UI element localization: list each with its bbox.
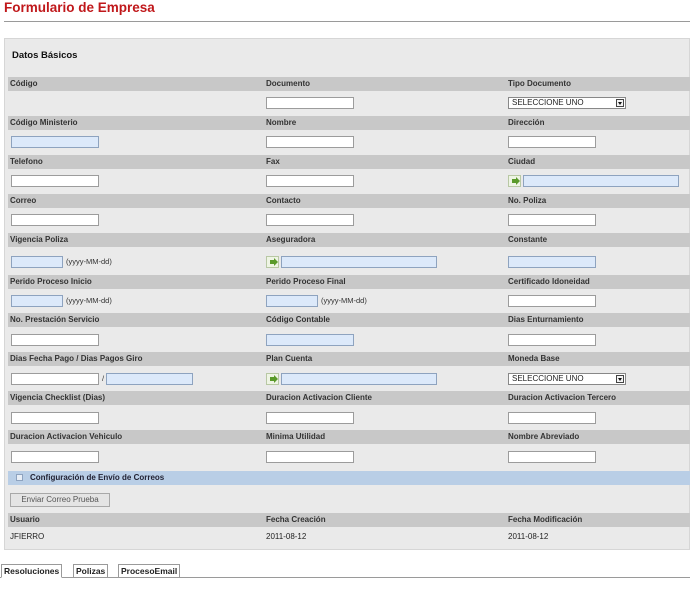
- date-format-hint: (yyyy-MM-dd): [66, 257, 112, 266]
- direccion-input[interactable]: [508, 136, 596, 148]
- label-codigo-contable: Código Contable: [266, 315, 330, 324]
- label-vigencia-checklist: Vigencia Checklist (Dias): [10, 393, 105, 402]
- label-correo: Correo: [10, 196, 37, 205]
- plan-cuenta-lookup-icon[interactable]: [266, 373, 279, 385]
- dias-pagos-giro-input[interactable]: [106, 373, 193, 385]
- label-telefono: Telefono: [10, 157, 43, 166]
- label-contacto: Contacto: [266, 196, 301, 205]
- label-no-prestacion-servicio: No. Prestación Servicio: [10, 315, 100, 324]
- label-fecha-creacion: Fecha Creación: [266, 515, 326, 524]
- label-row: [8, 313, 690, 327]
- fecha-modificacion-value: 2011-08-12: [508, 532, 549, 541]
- label-perido-proceso-final: Perido Proceso Final: [266, 277, 346, 286]
- tab-resoluciones[interactable]: Resoluciones: [1, 564, 62, 578]
- date-format-hint: (yyyy-MM-dd): [66, 296, 112, 305]
- telefono-input[interactable]: [11, 175, 99, 187]
- label-ciudad: Ciudad: [508, 157, 536, 166]
- contacto-input[interactable]: [266, 214, 354, 226]
- tab-polizas[interactable]: Polizas: [73, 564, 108, 578]
- label-row: [8, 513, 690, 527]
- moneda-base-value: SELECCIONE UNO: [512, 374, 584, 383]
- label-usuario: Usuario: [10, 515, 40, 524]
- label-row: [8, 77, 690, 91]
- chevron-down-icon[interactable]: [616, 99, 624, 107]
- label-documento: Documento: [266, 79, 310, 88]
- chevron-down-icon[interactable]: [616, 375, 624, 383]
- dias-fecha-pago-input[interactable]: [11, 373, 99, 385]
- label-row: [8, 116, 690, 130]
- duracion-activacion-cliente-input[interactable]: [266, 412, 354, 424]
- ciudad-lookup-icon[interactable]: [508, 175, 521, 187]
- proceso-inicio-date-input[interactable]: [11, 295, 63, 307]
- label-row: [8, 155, 690, 169]
- label-aseguradora: Aseguradora: [266, 235, 316, 244]
- nombre-input[interactable]: [266, 136, 354, 148]
- label-no-poliza: No. Poliza: [508, 196, 547, 205]
- constante-input[interactable]: [508, 256, 596, 268]
- label-plan-cuenta: Plan Cuenta: [266, 354, 313, 363]
- label-perido-proceso-inicio: Perido Proceso Inicio: [10, 277, 92, 286]
- correo-input[interactable]: [11, 214, 99, 226]
- title-divider: [4, 21, 690, 22]
- date-format-hint: (yyyy-MM-dd): [321, 296, 367, 305]
- dias-enturnamiento-input[interactable]: [508, 334, 596, 346]
- label-certificado-idoneidad: Certificado Idoneidad: [508, 277, 590, 286]
- send-test-email-button[interactable]: Enviar Correo Prueba: [10, 493, 110, 507]
- label-moneda-base: Moneda Base: [508, 354, 560, 363]
- label-tipo-documento: Tipo Documento: [508, 79, 571, 88]
- aseguradora-input[interactable]: [281, 256, 437, 268]
- documento-input[interactable]: [266, 97, 354, 109]
- ciudad-input[interactable]: [523, 175, 679, 187]
- label-dias-enturnamiento: Dias Enturnamiento: [508, 315, 584, 324]
- label-direccion: Dirección: [508, 118, 545, 127]
- aseguradora-lookup-icon[interactable]: [266, 256, 279, 268]
- label-codigo-ministerio: Código Ministerio: [10, 118, 78, 127]
- label-minima-utilidad: Minima Utilidad: [266, 432, 326, 441]
- duracion-activacion-vehiculo-input[interactable]: [11, 451, 99, 463]
- label-vigencia-poliza: Vigencia Poliza: [10, 235, 69, 244]
- label-constante: Constante: [508, 235, 548, 244]
- proceso-final-date-input[interactable]: [266, 295, 318, 307]
- plan-cuenta-input[interactable]: [281, 373, 437, 385]
- label-row: [8, 194, 690, 208]
- page-title: Formulario de Empresa: [4, 0, 155, 15]
- separator-slash: /: [102, 374, 105, 383]
- tab-procesoemail[interactable]: ProcesoEmail: [118, 564, 180, 578]
- tab-panel: [0, 577, 690, 601]
- tipo-documento-value: SELECCIONE UNO: [512, 98, 584, 107]
- tipo-documento-select[interactable]: [508, 97, 626, 109]
- email-config-section-header[interactable]: [8, 471, 690, 485]
- usuario-value: JFIERRO: [10, 532, 45, 541]
- label-nombre-abreviado: Nombre Abreviado: [508, 432, 580, 441]
- certificado-idoneidad-input[interactable]: [508, 295, 596, 307]
- fecha-creacion-value: 2011-08-12: [266, 532, 307, 541]
- label-row: [8, 233, 690, 247]
- codigo-contable-input[interactable]: [266, 334, 354, 346]
- no-poliza-input[interactable]: [508, 214, 596, 226]
- section-title: Datos Básicos: [12, 50, 78, 61]
- label-duracion-activacion-tercero: Duracion Activacion Tercero: [508, 393, 617, 402]
- nombre-abreviado-input[interactable]: [508, 451, 596, 463]
- label-fecha-modificacion: Fecha Modificación: [508, 515, 583, 524]
- codigo-ministerio-input[interactable]: [11, 136, 99, 148]
- expand-toggle-icon[interactable]: [16, 474, 23, 481]
- minima-utilidad-input[interactable]: [266, 451, 354, 463]
- email-config-title: Configuración de Envío de Correos: [30, 473, 165, 482]
- label-duracion-activacion-cliente: Duracion Activacion Cliente: [266, 393, 372, 402]
- no-prestacion-servicio-input[interactable]: [11, 334, 99, 346]
- moneda-base-select[interactable]: [508, 373, 626, 385]
- duracion-activacion-tercero-input[interactable]: [508, 412, 596, 424]
- vigencia-poliza-date-input[interactable]: [11, 256, 63, 268]
- label-fax: Fax: [266, 157, 280, 166]
- label-duracion-activacion-vehiculo: Duracion Activacion Vehiculo: [10, 432, 123, 441]
- label-nombre: Nombre: [266, 118, 297, 127]
- vigencia-checklist-input[interactable]: [11, 412, 99, 424]
- label-codigo: Código: [10, 79, 38, 88]
- fax-input[interactable]: [266, 175, 354, 187]
- label-dias-fecha-pago: Dias Fecha Pago / Dias Pagos Giro: [10, 354, 143, 363]
